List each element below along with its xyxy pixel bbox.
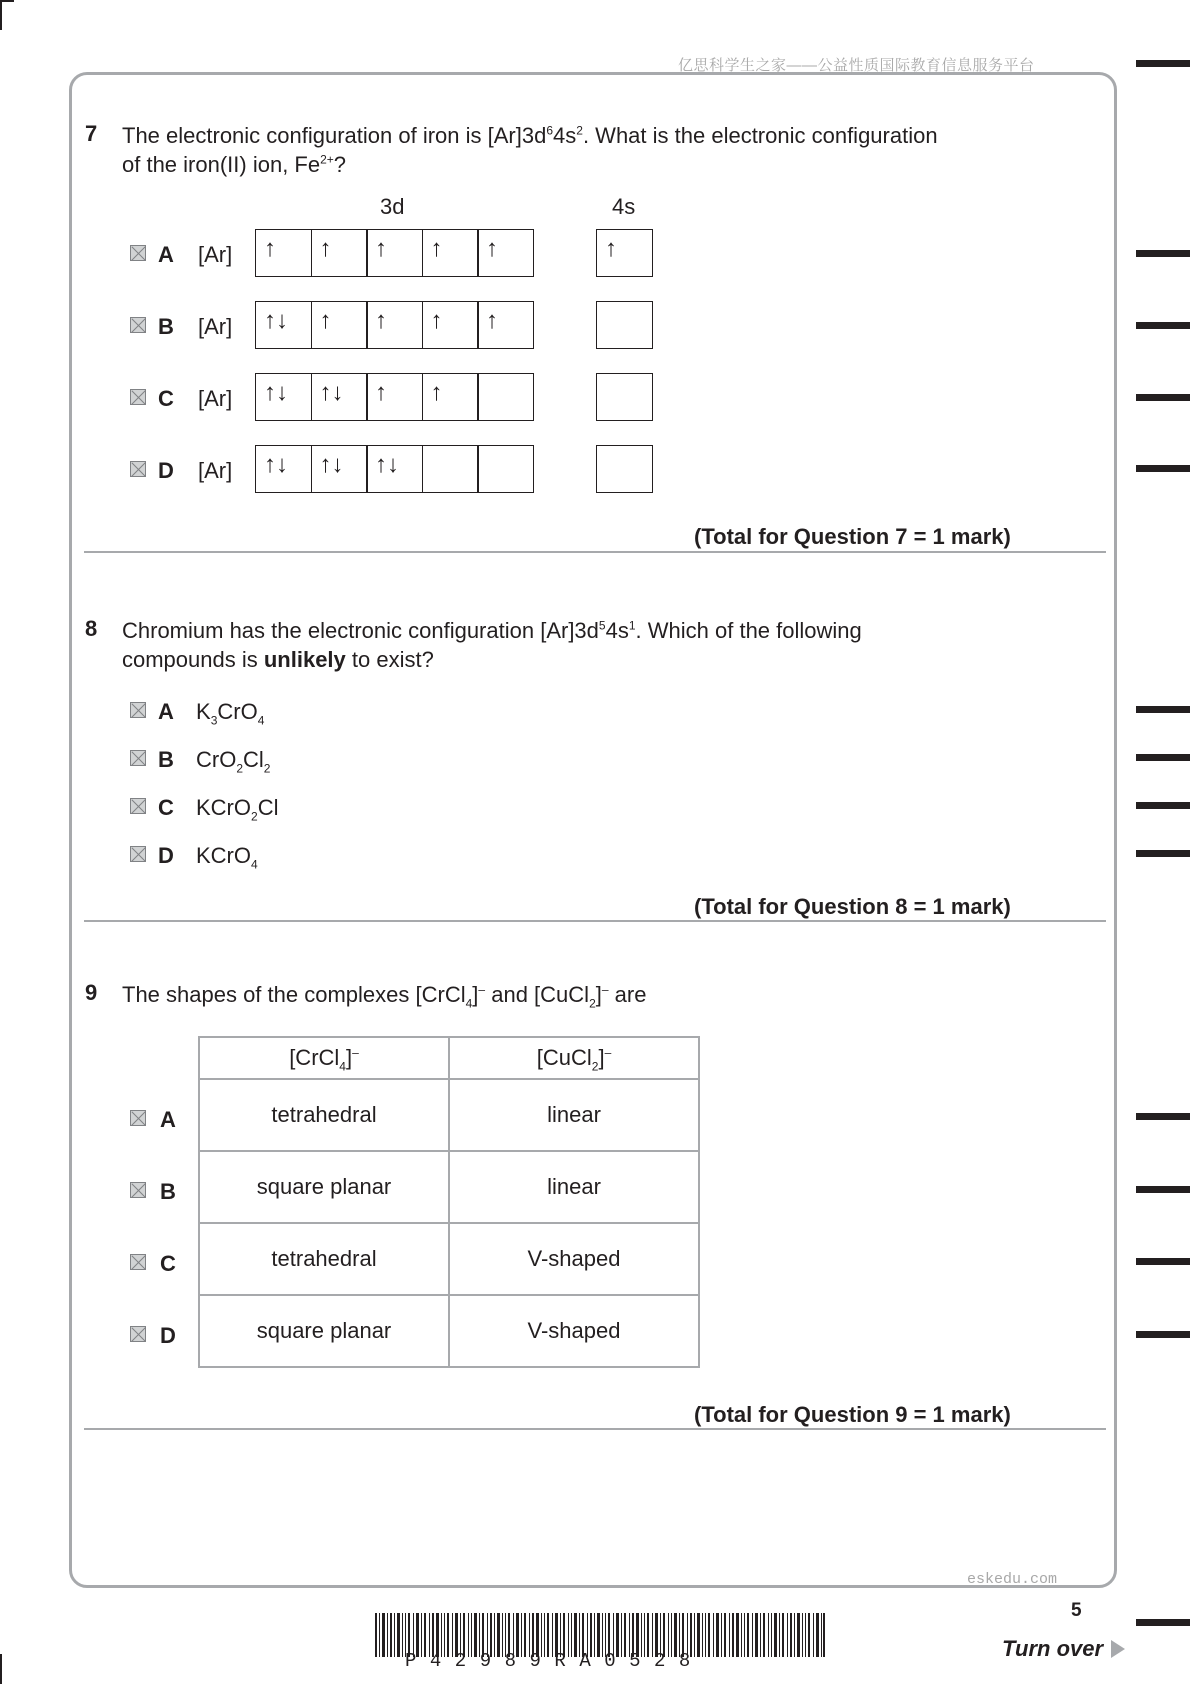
orbital-box: ↑↓ [366, 445, 423, 493]
orbital-box: ↑ [366, 229, 423, 277]
orbital-box: ↑ [311, 301, 368, 349]
orbital-box: ↑ [311, 229, 368, 277]
question-9-number: 9 [85, 980, 98, 1005]
orbital-box: ↑ [366, 373, 423, 421]
option-letter: B [158, 314, 174, 339]
option-c-checkbox[interactable] [130, 389, 146, 405]
play-arrow-icon [1111, 1640, 1125, 1658]
option-d-checkbox[interactable] [130, 846, 146, 862]
margin-tick [1136, 60, 1190, 67]
divider [84, 1428, 1106, 1430]
header-3d: 3d [380, 194, 405, 219]
question-7-text: The electronic configuration of iron is $[Ar]3d^64s^2$. What is the electronic configuration of the iron(II) ion, $Fe^{2+}$? [122, 123, 938, 177]
option-formula: $K_3CrO_4$ [196, 699, 265, 728]
orbital-box [422, 445, 479, 493]
option-letter: C [160, 1251, 176, 1276]
shapes-table [198, 1036, 700, 1368]
margin-tick [1136, 1186, 1190, 1193]
orbital-box: ↑ [366, 301, 423, 349]
option-letter: A [160, 1107, 176, 1132]
orbital-box: ↑↓ [311, 373, 368, 421]
orbital-box: ↑↓ [311, 445, 368, 493]
option-letter: D [160, 1323, 176, 1348]
orbital-3d-row [255, 301, 534, 349]
table-cell: square planar [199, 1295, 449, 1367]
orbital-3d-row [255, 229, 534, 277]
margin-tick [1136, 1258, 1190, 1265]
column-header: [CrCl$_4$]– [199, 1037, 449, 1079]
margin-tick [1136, 850, 1190, 857]
option-letter: C [158, 386, 174, 411]
table-cell: square planar [199, 1151, 449, 1223]
footer-site: eskedu.com [967, 1571, 1058, 1588]
option-a-checkbox[interactable] [130, 702, 146, 718]
orbital-box: ↑ [255, 229, 312, 277]
option-formula: KCrO$_2$Cl [196, 795, 279, 824]
orbital-box: ↑ [477, 301, 534, 349]
column-header: [CuCl$_2$]– [449, 1037, 699, 1079]
table-cell: tetrahedral [199, 1079, 449, 1151]
margin-tick [1136, 465, 1190, 472]
margin-tick [1136, 706, 1190, 713]
ar-prefix: [Ar] [198, 458, 233, 483]
table-cell: linear [449, 1151, 699, 1223]
table-cell: V-shaped [449, 1295, 699, 1367]
orbital-box: ↑↓ [255, 373, 312, 421]
margin-tick [1136, 394, 1190, 401]
question-8-text: Chromium has the electronic configuration $[Ar]3d^54s^1$. Which of the following compounds is unlikely to exist? [122, 618, 862, 672]
margin-tick [1136, 250, 1190, 257]
option-letter: A [158, 242, 174, 267]
crop-mark [0, 0, 2, 30]
option-letter: B [158, 747, 174, 772]
option-d-checkbox[interactable] [130, 1326, 146, 1342]
table-cell: V-shaped [449, 1223, 699, 1295]
option-b-checkbox[interactable] [130, 1182, 146, 1198]
orbital-3d-row [255, 373, 534, 421]
ar-prefix: [Ar] [198, 314, 233, 339]
table-row [199, 1079, 699, 1151]
option-letter: D [158, 458, 174, 483]
orbital-box: ↑↓ [255, 445, 312, 493]
page-number: 5 [1071, 1600, 1082, 1621]
table-row [199, 1151, 699, 1223]
option-a-checkbox[interactable] [130, 245, 146, 261]
option-formula: $CrO_2Cl_2$ [196, 747, 271, 776]
question-9-text: The shapes of the complexes [CrCl$_4$]– and [CuCl$_2$]– are [122, 982, 647, 1011]
margin-tick [1136, 1331, 1190, 1338]
margin-tick [1136, 1619, 1190, 1626]
option-letter: B [160, 1179, 176, 1204]
table-cell: tetrahedral [199, 1223, 449, 1295]
question-7-total: (Total for Question 7 = 1 mark) [694, 524, 1011, 549]
option-b-checkbox[interactable] [130, 750, 146, 766]
ar-prefix: [Ar] [198, 386, 233, 411]
turn-over-label: Turn over [1002, 1636, 1104, 1661]
orbital-4s-box: ↑ [596, 229, 653, 277]
header-4s: 4s [612, 194, 636, 219]
barcode-number: P42989RA0528 [405, 1650, 704, 1672]
option-letter: C [158, 795, 174, 820]
question-8-total: (Total for Question 8 = 1 mark) [694, 894, 1011, 919]
option-d-checkbox[interactable] [130, 461, 146, 477]
table-row [199, 1223, 699, 1295]
question-8-number: 8 [85, 616, 98, 641]
option-a-checkbox[interactable] [130, 1110, 146, 1126]
table-cell: linear [449, 1079, 699, 1151]
watermark: 亿思科学生之家——公益性质国际教育信息服务平台 [678, 57, 1035, 74]
divider [84, 920, 1106, 922]
margin-tick [1136, 802, 1190, 809]
option-letter: A [158, 699, 174, 724]
option-c-checkbox[interactable] [130, 798, 146, 814]
orbital-box: ↑ [422, 229, 479, 277]
ar-prefix: [Ar] [198, 242, 233, 267]
margin-tick [1136, 754, 1190, 761]
orbital-box: ↑ [477, 229, 534, 277]
orbital-box [477, 445, 534, 493]
orbital-4s-box [596, 445, 653, 493]
orbital-box [477, 373, 534, 421]
question-9-total: (Total for Question 9 = 1 mark) [694, 1402, 1011, 1427]
orbital-box: ↑↓ [255, 301, 312, 349]
option-c-checkbox[interactable] [130, 1254, 146, 1270]
orbital-4s-box [596, 301, 653, 349]
question-7-number: 7 [85, 121, 98, 146]
crop-mark [0, 1654, 2, 1684]
table-row [199, 1295, 699, 1367]
margin-tick [1136, 1113, 1190, 1120]
crop-mark [0, 0, 14, 2]
orbital-4s-box [596, 373, 653, 421]
option-letter: D [158, 843, 174, 868]
option-b-checkbox[interactable] [130, 317, 146, 333]
option-formula: KCrO$_4$ [196, 843, 258, 872]
orbital-3d-row [255, 445, 534, 493]
orbital-box: ↑ [422, 301, 479, 349]
orbital-box: ↑ [422, 373, 479, 421]
margin-tick [1136, 322, 1190, 329]
divider [84, 551, 1106, 553]
